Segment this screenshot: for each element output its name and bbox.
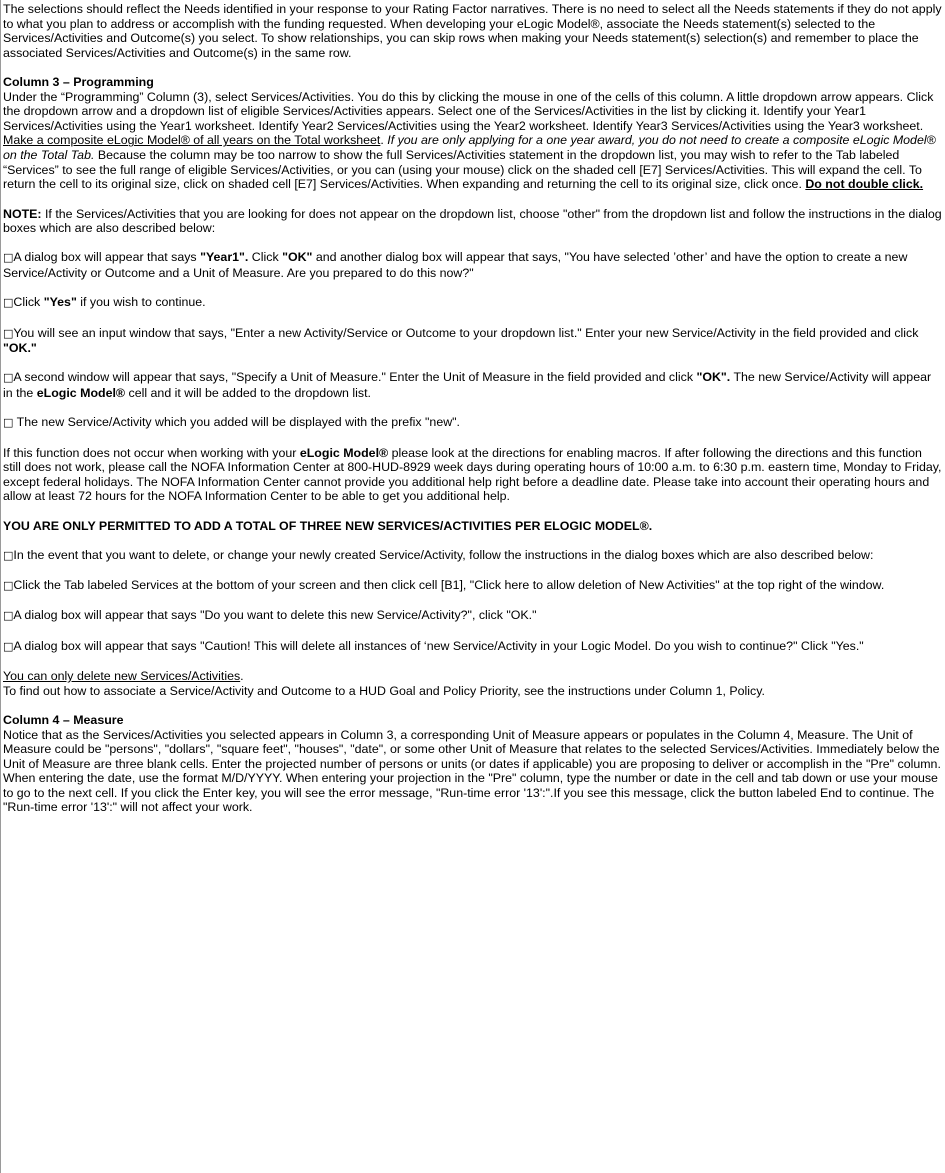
- bullet-text: if you wish to continue.: [76, 295, 206, 310]
- macro-emphasis: eLogic Model®: [299, 445, 389, 460]
- column3-paragraph: [3, 90, 943, 192]
- bullet-text: A dialog box will appear that says "Caution! This will delete all instances of ‘new Service/Activity in your Logic Model. Do you wish to continue?" Click "Yes.": [13, 638, 864, 653]
- delete-only-new: [3, 669, 943, 684]
- instruction-document: [3, 2, 943, 815]
- column4-heading: Column 4 – Measure: [3, 712, 124, 727]
- column3-text: Under the “Programming” Column (3), select Services/Activities. You do this by clicking the mouse in one of the cells of this column. A little dropdown arrow appears. Click the dropdown arrow and a dropdown list of eligible Services/Activities appears. Select one of the Services/Activities in the list by clicking it. Identify your Year1 Services/Activities using the Year1 worksheet. Identify Year2 Services/Activities using the Year2 worksheet. Identify Year3 Services/Activities using the Year3 worksheet.: [3, 89, 934, 133]
- bullet-services-tab: [3, 578, 943, 594]
- bullet-icon: □: [3, 548, 14, 562]
- bullet-input-window: [3, 326, 943, 356]
- bullet-icon: □: [3, 371, 14, 385]
- bullet-icon: □: [3, 296, 14, 310]
- bullet-delete-caution: [3, 639, 943, 655]
- composite-model-note: Make a composite eLogic Model® of all years on the Total worksheet: [3, 133, 381, 148]
- bullet-new-prefix: [3, 415, 943, 431]
- bullet-icon: □: [3, 639, 14, 653]
- bullet-icon: □: [3, 326, 14, 340]
- bullet-text: A second window will appear that says, "Specify a Unit of Measure." Enter the Unit of Measure in the field provided and click: [13, 370, 697, 385]
- bullet-text: The new Service/Activity will appear in the: [3, 370, 932, 400]
- delete-note: You can only delete new Services/Activities: [3, 669, 241, 684]
- bullet-delete-confirm: [3, 608, 943, 624]
- sheet-left-border: [0, 0, 1, 1173]
- note-label: NOTE:: [3, 206, 42, 221]
- bullet-icon: □: [3, 609, 14, 623]
- bullet-emphasis: "OK.": [3, 341, 37, 356]
- bullet-delete-intro: [3, 548, 943, 564]
- note-text: If the Services/Activities that you are looking for does not appear on the dropdown list, choose "other" from the dropdown list and follow the instructions in the dialog boxes which are also described below:: [3, 206, 942, 236]
- bullet-text: cell and it will be added to the dropdown list.: [125, 386, 371, 400]
- bullet-emphasis: "Yes": [43, 295, 77, 310]
- bullet-text: A dialog box will appear that says: [13, 250, 201, 265]
- note-paragraph: [3, 207, 943, 236]
- bullet-emphasis: eLogic Model®: [36, 386, 126, 400]
- bullet-text: The new Service/Activity which you added will be displayed with the prefix "new".: [13, 415, 460, 430]
- column3-heading: Column 3 – Programming: [3, 75, 154, 90]
- bullet-year1-dialog: [3, 250, 943, 280]
- macro-paragraph: [3, 446, 943, 504]
- bullet-unit-of-measure: [3, 370, 943, 400]
- bullet-text: You will see an input window that says, "Enter a new Activity/Service or Outcome to your dropdown list." Enter your new Service/Activity in the field provided and click: [13, 325, 919, 340]
- bullet-icon: □: [3, 416, 14, 430]
- bullet-click-yes: [3, 295, 943, 311]
- hud-goal-line: To find out how to associate a Service/Activity and Outcome to a HUD Goal and Policy Priority, see the instructions under Column 1, Policy.: [3, 683, 765, 698]
- do-not-double-click: Do not double click.: [805, 177, 924, 192]
- intro-paragraph: The selections should reflect the Needs identified in your response to your Rating Factor narratives. There is no need to select all the Needs statements if they do not apply to what you plan to address or accomplish with the funding requested. When developing your eLogic Model®, associate the Needs statement(s) selected to the Services/Activities and Outcome(s) you select. To show relationships, you can skip rows when making your Needs statement(s) selection(s) and remember to place the associated Services/Activities and Outcome(s) in the same row.: [3, 2, 942, 60]
- column3-text-rest: Because the column may be too narrow to show the full Services/Activities statement in the dropdown list, you may wish to refer to the Tab labeled “Services” to see the full range of eligible Services/Activities, or you can (using your mouse) click on the shaded cell [E7] Services/Activities. This will expand the cell. To return the cell to its original size, click on shaded cell [E7] Services/Activities. When expanding and returning the cell to its original size, click once.: [3, 148, 922, 192]
- bullet-text: A dialog box will appear that says "Do you want to delete this new Service/Activity?", click "OK.": [13, 608, 537, 623]
- bullet-emphasis: "Year1".: [200, 250, 249, 265]
- bullet-icon: □: [3, 251, 14, 265]
- column4-paragraph: Notice that as the Services/Activities you selected appears in Column 3, a corresponding Unit of Measure appears or populates in the Column 4, Measure. The Unit of Measure could be "persons", "dollars", "square feet", "houses", "date", or some other Unit of Measure that relates to the selected Services/Activities. Immediately below the Unit of Measure are three blank cells. Enter the projected number of persons or units (or dates if applicable) you are proposing to deliver or accomplish in the "Pre" column. When entering the date, use the format M/D/YYYY. When entering your projection in the "Pre" column, type the number or date in the cell and tab down or use your mouse to go to the next cell. If you click the Enter key, you will see the error message, "Run-time error '13':".If you see this message, click the button labeled End to continue. The "Run-time error '13':" will not affect your work.: [3, 727, 941, 815]
- bullet-emphasis: "OK": [282, 250, 313, 265]
- macro-text: please look at the directions for enabling macros. If after following the directions and this function still does not work, please call the NOFA Information Center at 800-HUD-8929 week days during operating hours of 10:00 a.m. to 6:30 p.m. eastern time, Monday to Friday, except federal holidays. The NOFA Information Center cannot provide you additional help right before a deadline date. Please take into account their operating hours and allow at least 72 hours for the NOFA Information Center to be able to get you additional help.: [3, 445, 942, 504]
- bullet-text: Click: [13, 295, 44, 310]
- bullet-text: Click: [248, 250, 283, 265]
- column3-punct: .: [380, 133, 388, 148]
- delete-punct: .: [240, 669, 244, 684]
- one-year-award-note: If you are only applying for a one year award, you do not need to create a composite eLogic Model® on the Total Tab.: [3, 133, 936, 163]
- bullet-icon: □: [3, 579, 14, 593]
- bullet-emphasis: "OK".: [696, 370, 731, 385]
- bullet-text: Click the Tab labeled Services at the bottom of your screen and then click cell [B1], "Click here to allow deletion of New Activities" at the top right of the window.: [13, 578, 885, 593]
- three-services-limit: YOU ARE ONLY PERMITTED TO ADD A TOTAL OF THREE NEW SERVICES/ACTIVITIES PER ELOGIC MODEL®.: [3, 518, 653, 533]
- bullet-text: and another dialog box will appear that says, "You have selected ’other’ and have the option to create a new Service/Activity or Outcome and a Unit of Measure. Are you prepared to do this now?": [3, 250, 908, 280]
- macro-text: If this function does not occur when working with your: [3, 445, 300, 460]
- bullet-text: In the event that you want to delete, or change your newly created Service/Activity, follow the instructions in the dialog boxes which are also described below:: [13, 547, 874, 562]
